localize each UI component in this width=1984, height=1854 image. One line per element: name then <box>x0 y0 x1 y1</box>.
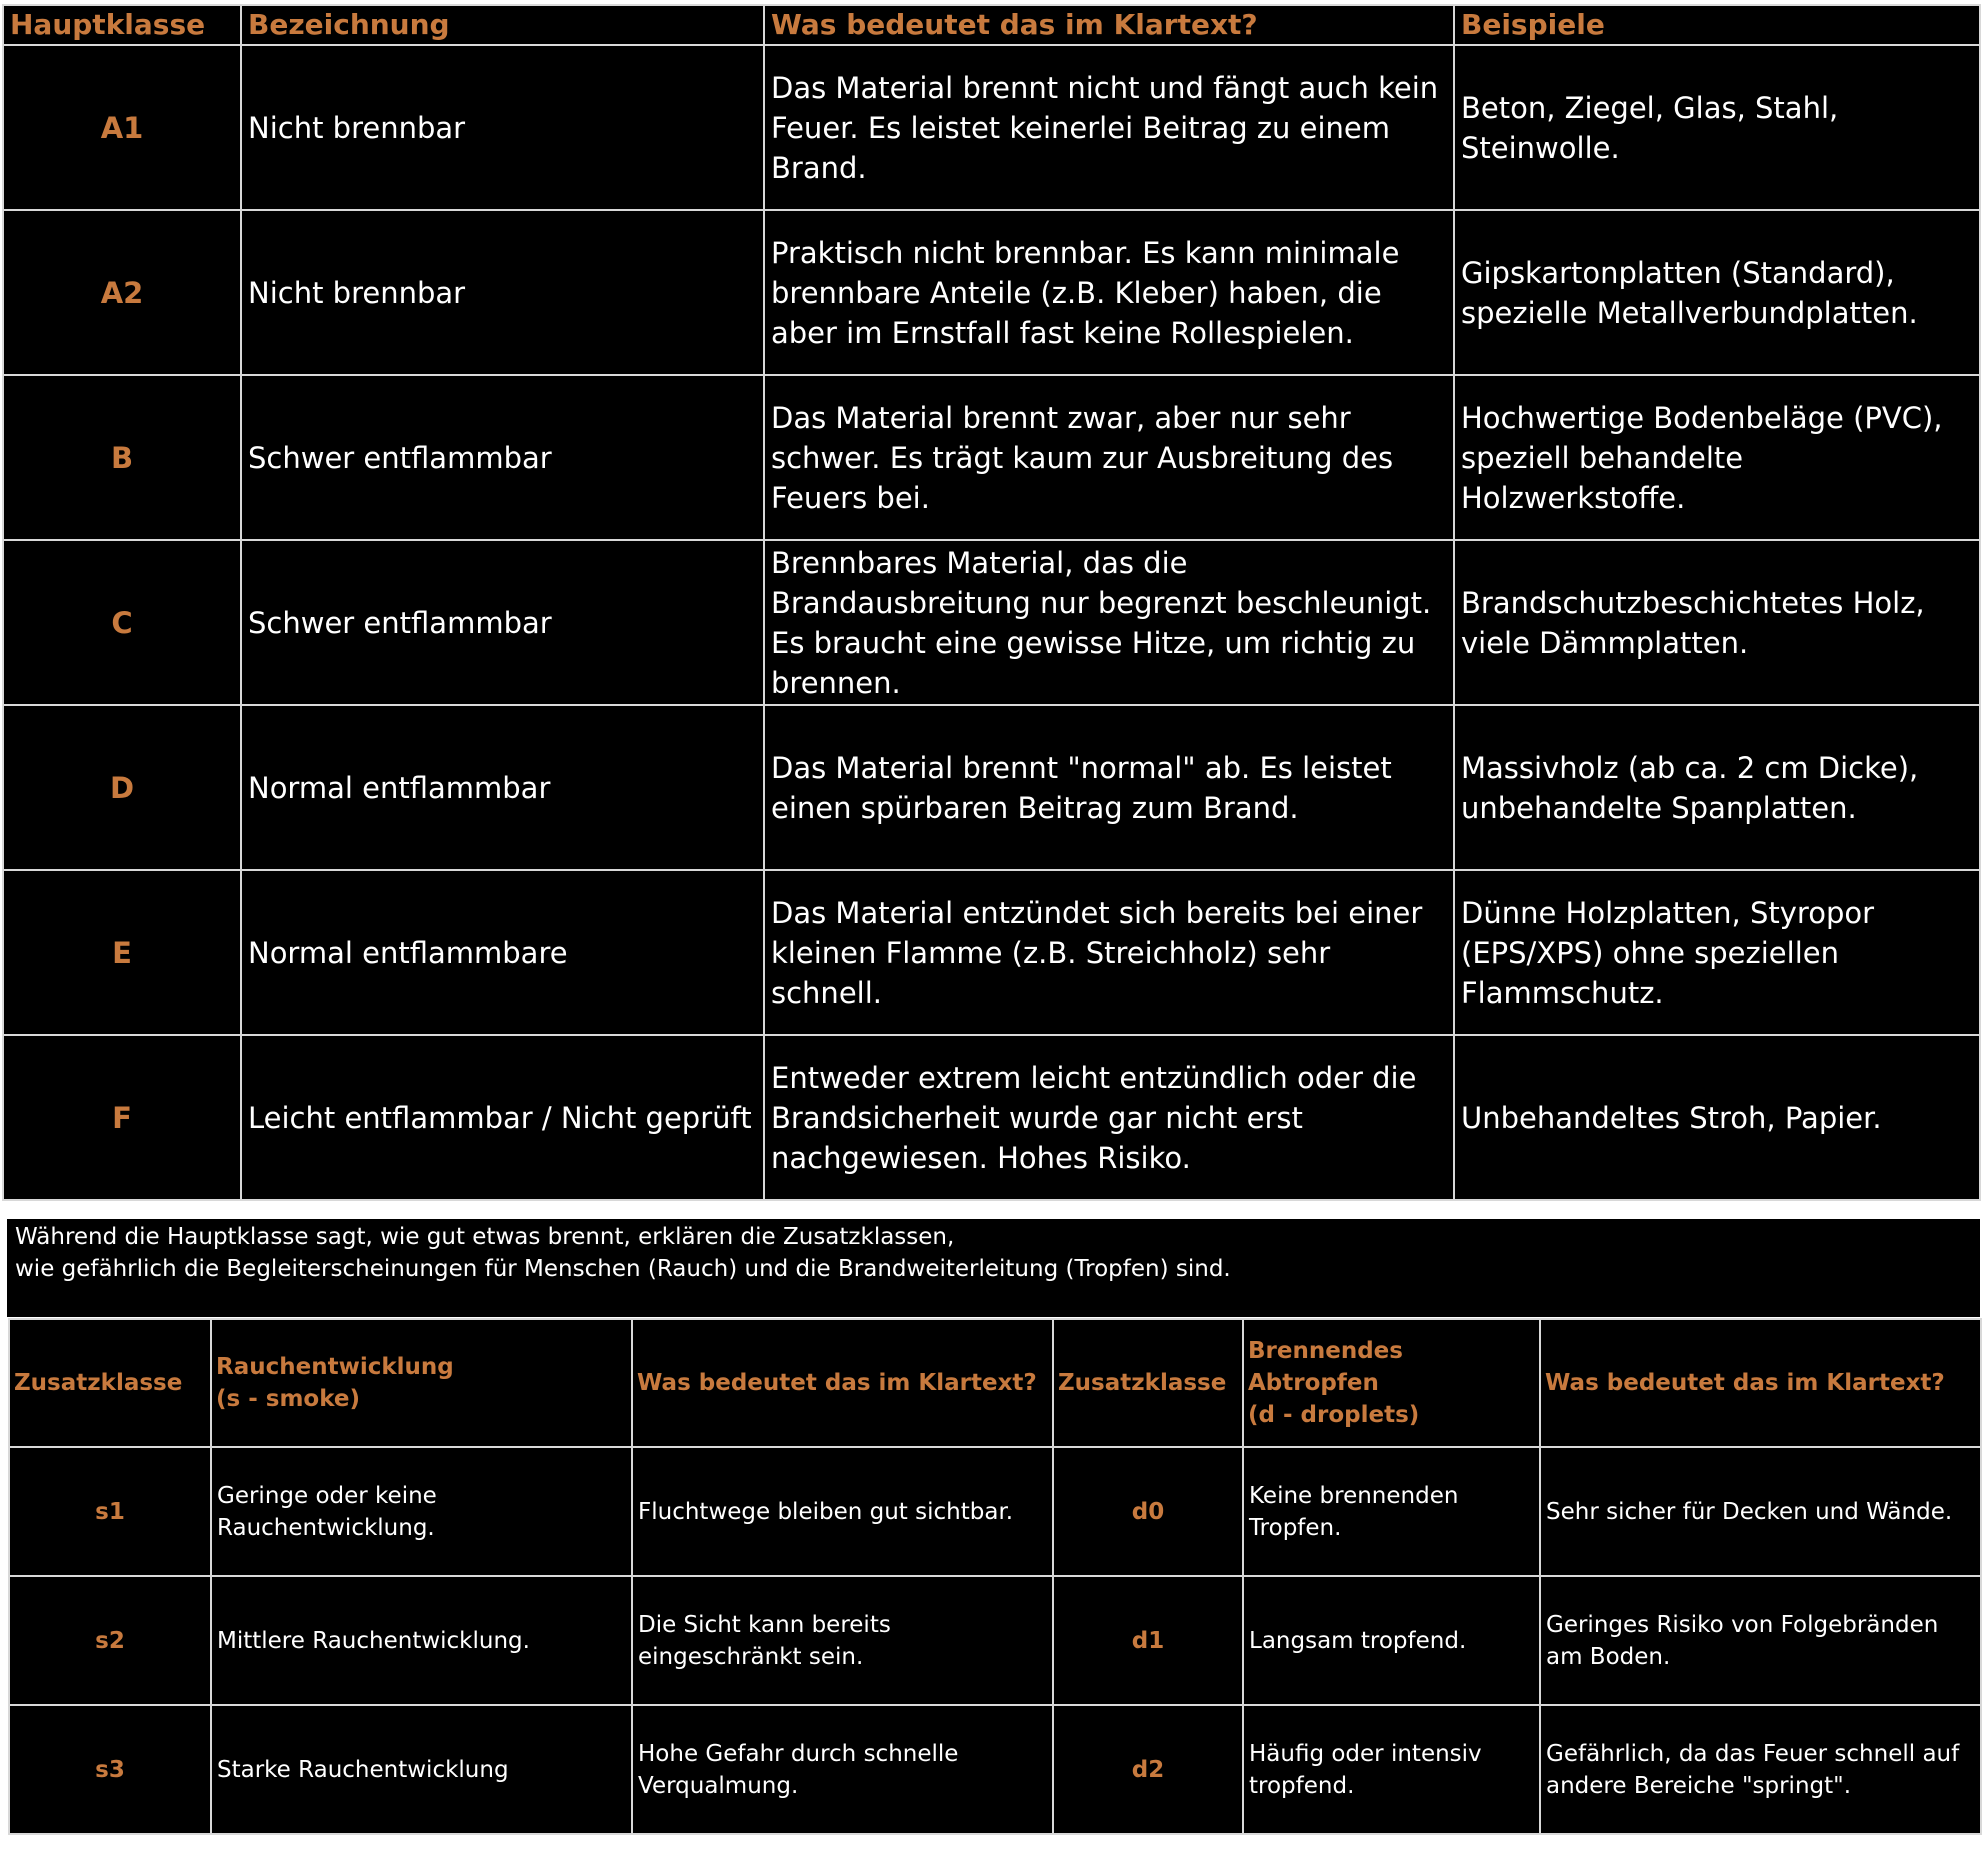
table-row <box>3 210 1980 375</box>
klartext-cell: Praktisch nicht brennbar. Es kann minimale brennbare Anteile (z.B. Kleber) haben, die aber im Ernstfall fast keine Rollespielen. <box>764 210 1454 375</box>
beispiele-cell: Gipskartonplatten (Standard), spezielle Metallverbundplatten. <box>1454 210 1980 375</box>
s-klasse-cell: s2 <box>9 1576 211 1705</box>
rauch-klartext-cell: Die Sicht kann bereits eingeschränkt sein. <box>632 1576 1053 1705</box>
klasse-cell: A2 <box>3 210 241 375</box>
klasse-cell: C <box>3 540 241 705</box>
header-line: (d - droplets) <box>1248 1402 1420 1428</box>
tropf-klartext-cell: Gefährlich, da das Feuer schnell auf andere Bereiche "springt". <box>1540 1705 1981 1834</box>
tropf-cell: Langsam tropfend. <box>1243 1576 1540 1705</box>
s-klasse-cell: s3 <box>9 1705 211 1834</box>
beispiele-cell: Dünne Holzplatten, Styropor (EPS/XPS) ohne speziellen Flammschutz. <box>1454 870 1980 1035</box>
klasse-cell: E <box>3 870 241 1035</box>
header-line: (s - smoke) <box>216 1386 361 1412</box>
klartext-cell: Das Material entzündet sich bereits bei einer kleinen Flamme (z.B. Streichholz) sehr schnell. <box>764 870 1454 1035</box>
beispiele-cell: Hochwertige Bodenbeläge (PVC), speziell behandelte Holzwerkstoffe. <box>1454 375 1980 540</box>
bezeichnung-cell: Nicht brennbar <box>241 45 764 210</box>
klartext-cell: Entweder extrem leicht entzündlich oder die Brandsicherheit wurde gar nicht erst nachgewiesen. Hohes Risiko. <box>764 1035 1454 1200</box>
table-row <box>3 540 1980 705</box>
rauch-cell: Mittlere Rauchentwicklung. <box>211 1576 632 1705</box>
column-header-beispiele: Beispiele <box>1454 5 1980 45</box>
header-line: Brennendes <box>1248 1338 1403 1364</box>
header-line: Abtropfen <box>1248 1370 1379 1396</box>
hauptklassen-table <box>2 4 1981 1201</box>
column-header-rauchentwicklung <box>211 1319 632 1447</box>
column-header-brennendes-abtropfen <box>1243 1319 1540 1447</box>
table-row <box>9 1705 1981 1834</box>
table-header-row <box>3 5 1980 45</box>
d-klasse-cell: d2 <box>1053 1705 1243 1834</box>
beispiele-cell: Massivholz (ab ca. 2 cm Dicke), unbehandelte Spanplatten. <box>1454 705 1980 870</box>
rauch-cell: Starke Rauchentwicklung <box>211 1705 632 1834</box>
bezeichnung-cell: Normal entflammbare <box>241 870 764 1035</box>
rauch-cell: Geringe oder keine Rauchentwicklung. <box>211 1447 632 1576</box>
zusatzklassen-intro-note <box>7 1219 1980 1317</box>
column-header-hauptklasse: Hauptklasse <box>3 5 241 45</box>
d-klasse-cell: d0 <box>1053 1447 1243 1576</box>
tropf-klartext-cell: Sehr sicher für Decken und Wände. <box>1540 1447 1981 1576</box>
column-header-tropf-klartext: Was bedeutet das im Klartext? <box>1540 1319 1981 1447</box>
rauch-klartext-cell: Hohe Gefahr durch schnelle Verqualmung. <box>632 1705 1053 1834</box>
tropf-cell: Keine brennenden Tropfen. <box>1243 1447 1540 1576</box>
column-header-rauch-klartext: Was bedeutet das im Klartext? <box>632 1319 1053 1447</box>
table-row <box>9 1447 1981 1576</box>
beispiele-cell: Brandschutzbeschichtetes Holz, viele Dämmplatten. <box>1454 540 1980 705</box>
tropf-cell: Häufig oder intensiv tropfend. <box>1243 1705 1540 1834</box>
bezeichnung-cell: Leicht entflammbar / Nicht geprüft <box>241 1035 764 1200</box>
tropf-klartext-cell: Geringes Risiko von Folgebränden am Boden. <box>1540 1576 1981 1705</box>
bezeichnung-cell: Schwer entflammbar <box>241 540 764 705</box>
header-line: Rauchentwicklung <box>216 1354 454 1380</box>
klasse-cell: D <box>3 705 241 870</box>
table-row <box>3 870 1980 1035</box>
column-header-zusatzklasse-d: Zusatzklasse <box>1053 1319 1243 1447</box>
column-header-bezeichnung: Bezeichnung <box>241 5 764 45</box>
bezeichnung-cell: Nicht brennbar <box>241 210 764 375</box>
klasse-cell: F <box>3 1035 241 1200</box>
table-header-row <box>9 1319 1981 1447</box>
bezeichnung-cell: Normal entflammbar <box>241 705 764 870</box>
rauch-klartext-cell: Fluchtwege bleiben gut sichtbar. <box>632 1447 1053 1576</box>
klartext-cell: Das Material brennt zwar, aber nur sehr schwer. Es trägt kaum zur Ausbreitung des Feuers bei. <box>764 375 1454 540</box>
klasse-cell: A1 <box>3 45 241 210</box>
klasse-cell: B <box>3 375 241 540</box>
table-row <box>3 1035 1980 1200</box>
bezeichnung-cell: Schwer entflammbar <box>241 375 764 540</box>
note-line: Während die Hauptklasse sagt, wie gut etwas brennt, erklären die Zusatzklassen, <box>15 1224 955 1250</box>
klartext-cell: Das Material brennt nicht und fängt auch kein Feuer. Es leistet keinerlei Beitrag zu einem Brand. <box>764 45 1454 210</box>
d-klasse-cell: d1 <box>1053 1576 1243 1705</box>
klartext-cell: Das Material brennt "normal" ab. Es leistet einen spürbaren Beitrag zum Brand. <box>764 705 1454 870</box>
beispiele-cell: Unbehandeltes Stroh, Papier. <box>1454 1035 1980 1200</box>
s-klasse-cell: s1 <box>9 1447 211 1576</box>
zusatzklassen-table <box>8 1318 1982 1835</box>
table-row <box>3 45 1980 210</box>
table-row <box>3 705 1980 870</box>
beispiele-cell: Beton, Ziegel, Glas, Stahl, Steinwolle. <box>1454 45 1980 210</box>
column-header-klartext: Was bedeutet das im Klartext? <box>764 5 1454 45</box>
table-row <box>3 375 1980 540</box>
column-header-zusatzklasse-s: Zusatzklasse <box>9 1319 211 1447</box>
table-row <box>9 1576 1981 1705</box>
klartext-cell: Brennbares Material, das die Brandausbreitung nur begrenzt beschleunigt. Es braucht eine gewisse Hitze, um richtig zu brennen. <box>764 540 1454 705</box>
note-line: wie gefährlich die Begleiterscheinungen für Menschen (Rauch) und die Brandweiterleitung (Tropfen) sind. <box>15 1256 1231 1282</box>
